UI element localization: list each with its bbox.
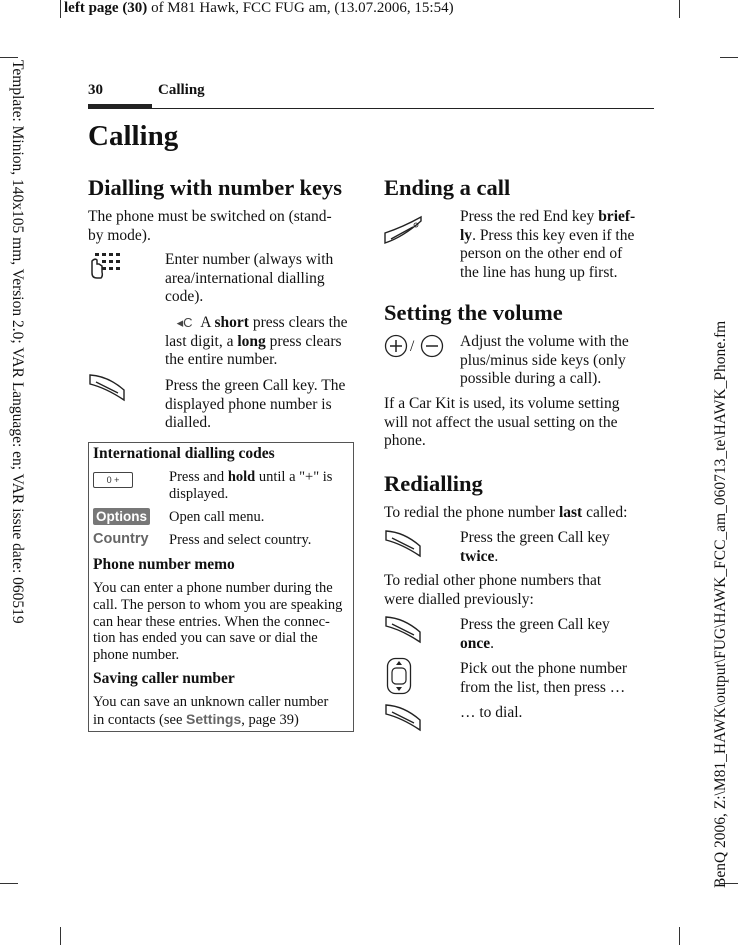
- page-number: 30: [88, 82, 103, 98]
- dialling-intro: The phone must be switched on (stand- by mode).: [88, 208, 332, 244]
- clear-key-icon: ◂C: [176, 315, 193, 330]
- redial-intro: To redial the phone number last called:: [384, 504, 628, 521]
- redial-pick: Pick out the phone number from the list, then press …: [460, 660, 628, 696]
- crop-mark: [679, 927, 680, 945]
- running-title: Calling: [158, 82, 205, 98]
- volume-down-icon: [420, 334, 444, 358]
- country-text: Press and select country.: [169, 532, 312, 548]
- page-title: Calling: [88, 120, 179, 152]
- crop-mark: [60, 0, 61, 18]
- crop-mark: [60, 927, 61, 945]
- zero-plus-key-icon: 0 +: [93, 472, 133, 488]
- redial-twice: Press the green Call key twice.: [460, 529, 610, 565]
- print-meta-header: left page (30) of M81 Hawk, FCC FUG am, (13.07.2006, 15:54): [64, 0, 454, 16]
- call-key-icon: [384, 702, 422, 732]
- file-path-sidebar: BenQ 2006, Z:\M81_HAWK\output\FUG\HAWK_FCC_am_060713_te\HAWK_Phone.fm: [712, 320, 729, 888]
- options-text: Open call menu.: [169, 509, 265, 525]
- redial-once: Press the green Call key once.: [460, 616, 610, 652]
- step-press-call: Press the green Call key. The displayed phone number is dialled.: [165, 377, 346, 432]
- end-key-icon: [383, 215, 423, 245]
- options-softkey[interactable]: Options: [93, 508, 150, 525]
- call-key-icon: [88, 372, 126, 402]
- section-heading-redialling: Redialling: [384, 471, 483, 496]
- clear-key-note: ◂C A short press clears the last digit, a long press clears the entire number.: [165, 314, 348, 369]
- volume-note: If a Car Kit is used, its volume setting will not affect the usual setting on the phone.: [384, 395, 620, 450]
- crop-mark: [720, 57, 738, 58]
- crop-mark: [0, 883, 18, 884]
- section-heading-ending: Ending a call: [384, 175, 511, 200]
- redial-dial: … to dial.: [460, 704, 523, 721]
- redial-other: To redial other phone numbers that were dialled previously:: [384, 572, 602, 608]
- crop-mark: [679, 0, 680, 18]
- template-info-sidebar: Template: Minion, 140x105 mm, Version 2.0; VAR Language: en; VAR issue date: 060519: [9, 60, 26, 624]
- memo-heading: Phone number memo: [93, 556, 235, 573]
- ending-text: Press the red End key brief- ly. Press this key even if the person on the other end of the line has hung up first.: [460, 208, 636, 282]
- saving-heading: Saving caller number: [93, 670, 235, 687]
- hold-zero-text: Press and hold until a "+" is displayed.: [169, 469, 333, 502]
- memo-text: You can enter a phone number during the call. The person to whom you are speaking can hear these entries. When the connec- tion has ended you can save or dial the phone number.: [93, 580, 343, 664]
- keypad-icon: [89, 252, 121, 280]
- settings-link[interactable]: Settings: [186, 710, 242, 727]
- volume-up-icon: [384, 334, 408, 358]
- section-heading-dialling: Dialling with number keys: [88, 175, 343, 200]
- country-softkey[interactable]: Country: [93, 531, 149, 547]
- saving-text: You can save an unknown caller number in contacts (see Settings, page 39): [93, 694, 329, 728]
- header-rule: [88, 108, 654, 109]
- intl-box-heading: International dialling codes: [93, 445, 275, 462]
- section-heading-volume: Setting the volume: [384, 300, 563, 325]
- volume-slash: /: [410, 338, 415, 355]
- crop-mark: [0, 57, 18, 58]
- navigation-key-icon: [386, 657, 412, 695]
- call-key-icon: [384, 614, 422, 644]
- call-key-icon: [384, 528, 422, 558]
- step-enter-number: Enter number (always with area/international dialling code).: [165, 251, 334, 306]
- volume-step: Adjust the volume with the plus/minus side keys (only possible during a call).: [460, 333, 629, 388]
